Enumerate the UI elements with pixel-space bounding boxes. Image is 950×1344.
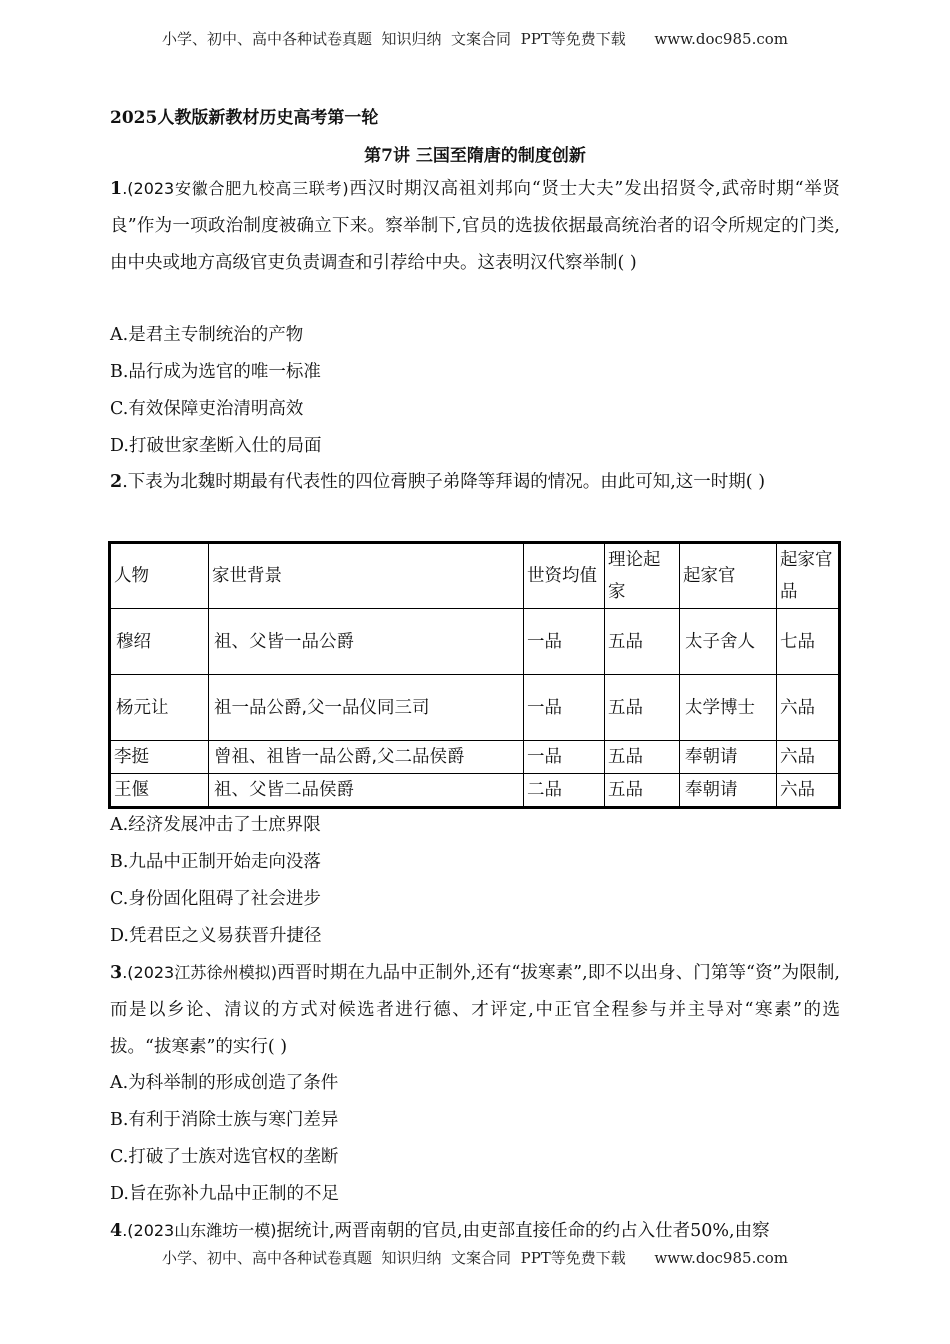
data-table	[108, 541, 841, 809]
page-footer: 小学、初中、高中各种试卷真题 知识归纳 文案合同 PPT等免费下载 www.doc985.com	[161, 1249, 788, 1267]
table-cell: 祖、父皆二品侯爵	[209, 774, 524, 808]
table-header-cell: 人物	[110, 543, 209, 609]
lecture-title: 第7讲 三国至隋唐的制度创新	[364, 146, 586, 166]
option-a: A.是君主专制统治的产物	[110, 325, 304, 345]
table-row	[110, 741, 840, 774]
option-c: C.身份固化阻碍了社会进步	[110, 889, 321, 909]
question-source: .(2023江苏徐州模拟)	[122, 963, 278, 982]
table-cell: 穆绍	[110, 609, 209, 675]
table-cell: 五品	[605, 774, 680, 808]
question-number: 4	[110, 1221, 123, 1241]
question-source: .(2023山东潍坊一模)	[122, 1221, 277, 1240]
option-a: A.经济发展冲击了士庶界限	[110, 815, 321, 835]
table-cell: 一品	[524, 741, 605, 774]
document-title: 2025人教版新教材历史高考第一轮	[110, 108, 379, 128]
question-1-stem	[110, 170, 840, 282]
question-text: 西晋时期在九品中正制外,还有“拔寒素”,即不以出身、门第等“资”为限制,而是以乡论、清议的方式对候选者进行德、才评定,中正官全程参与并主导对“寒素”的选拔。“拔寒素”的实行( )	[110, 963, 840, 1057]
question-number: 2	[110, 472, 123, 492]
table-header-cell: 家世背景	[209, 543, 524, 609]
option-b: B.品行成为选官的唯一标准	[110, 362, 321, 382]
table-header-cell: 起家官品	[777, 543, 840, 609]
table-cell: 太子舍人	[680, 609, 777, 675]
table-row	[110, 675, 840, 741]
table-cell: 祖、父皆一品公爵	[209, 609, 524, 675]
table-cell: 五品	[605, 609, 680, 675]
table-header-cell: 理论起家	[605, 543, 680, 609]
table-cell: 一品	[524, 609, 605, 675]
question-source: .(2023安徽合肥九校高三联考)	[122, 179, 349, 198]
question-number: 3	[110, 963, 123, 983]
table-cell: 一品	[524, 675, 605, 741]
table-cell: 六品	[777, 675, 840, 741]
option-d: D.凭君臣之义易获晋升捷径	[110, 926, 322, 946]
option-c: C.有效保障吏治清明高效	[110, 399, 304, 419]
question-3-stem	[110, 954, 840, 1066]
option-d: D.旨在弥补九品中正制的不足	[110, 1184, 339, 1204]
table-cell: 李挺	[110, 741, 209, 774]
table-cell: 曾祖、祖皆一品公爵,父二品侯爵	[209, 741, 524, 774]
table-row	[110, 609, 840, 675]
page-header: 小学、初中、高中各种试卷真题 知识归纳 文案合同 PPT等免费下载 www.doc985.com	[161, 30, 788, 48]
table-header-cell: 世资均值	[524, 543, 605, 609]
table-cell: 二品	[524, 774, 605, 808]
table-cell: 奉朝请	[680, 741, 777, 774]
table-cell: 杨元让	[110, 675, 209, 741]
table-cell: 太学博士	[680, 675, 777, 741]
option-b: B.有利于消除士族与寒门差异	[110, 1110, 339, 1130]
table-header-row	[110, 543, 840, 609]
table-cell: 奉朝请	[680, 774, 777, 808]
question-number: 1	[110, 179, 123, 199]
table-cell: 祖一品公爵,父一品仪同三司	[209, 675, 524, 741]
table-cell: 五品	[605, 675, 680, 741]
table-row	[110, 774, 840, 808]
question-4-stem	[110, 1212, 840, 1249]
table-cell: 王偃	[110, 774, 209, 808]
question-2-stem	[110, 464, 840, 501]
table-cell: 六品	[777, 741, 840, 774]
option-d: D.打破世家垄断入仕的局面	[110, 436, 322, 456]
question-text: 据统计,两晋南朝的官员,由吏部直接任命的约占入仕者50%,由察	[276, 1221, 770, 1241]
table-cell: 七品	[777, 609, 840, 675]
question-text: 西汉时期汉高祖刘邦向“贤士大夫”发出招贤令,武帝时期“举贤良”作为一项政治制度被确立下来。察举制下,官员的选拔依据最高统治者的诏令所规定的门类,由中央或地方高级官吏负责调查和引荐给中央。这表明汉代察举制( )	[110, 179, 840, 273]
option-b: B.九品中正制开始走向没落	[110, 852, 321, 872]
option-a: A.为科举制的形成创造了条件	[110, 1073, 339, 1093]
table-cell: 六品	[777, 774, 840, 808]
question-text: .下表为北魏时期最有代表性的四位膏腴子弟降等拜谒的情况。由此可知,这一时期( )	[122, 472, 766, 492]
option-c: C.打破了士族对选官权的垄断	[110, 1147, 339, 1167]
table-header-cell: 起家官	[680, 543, 777, 609]
table-cell: 五品	[605, 741, 680, 774]
